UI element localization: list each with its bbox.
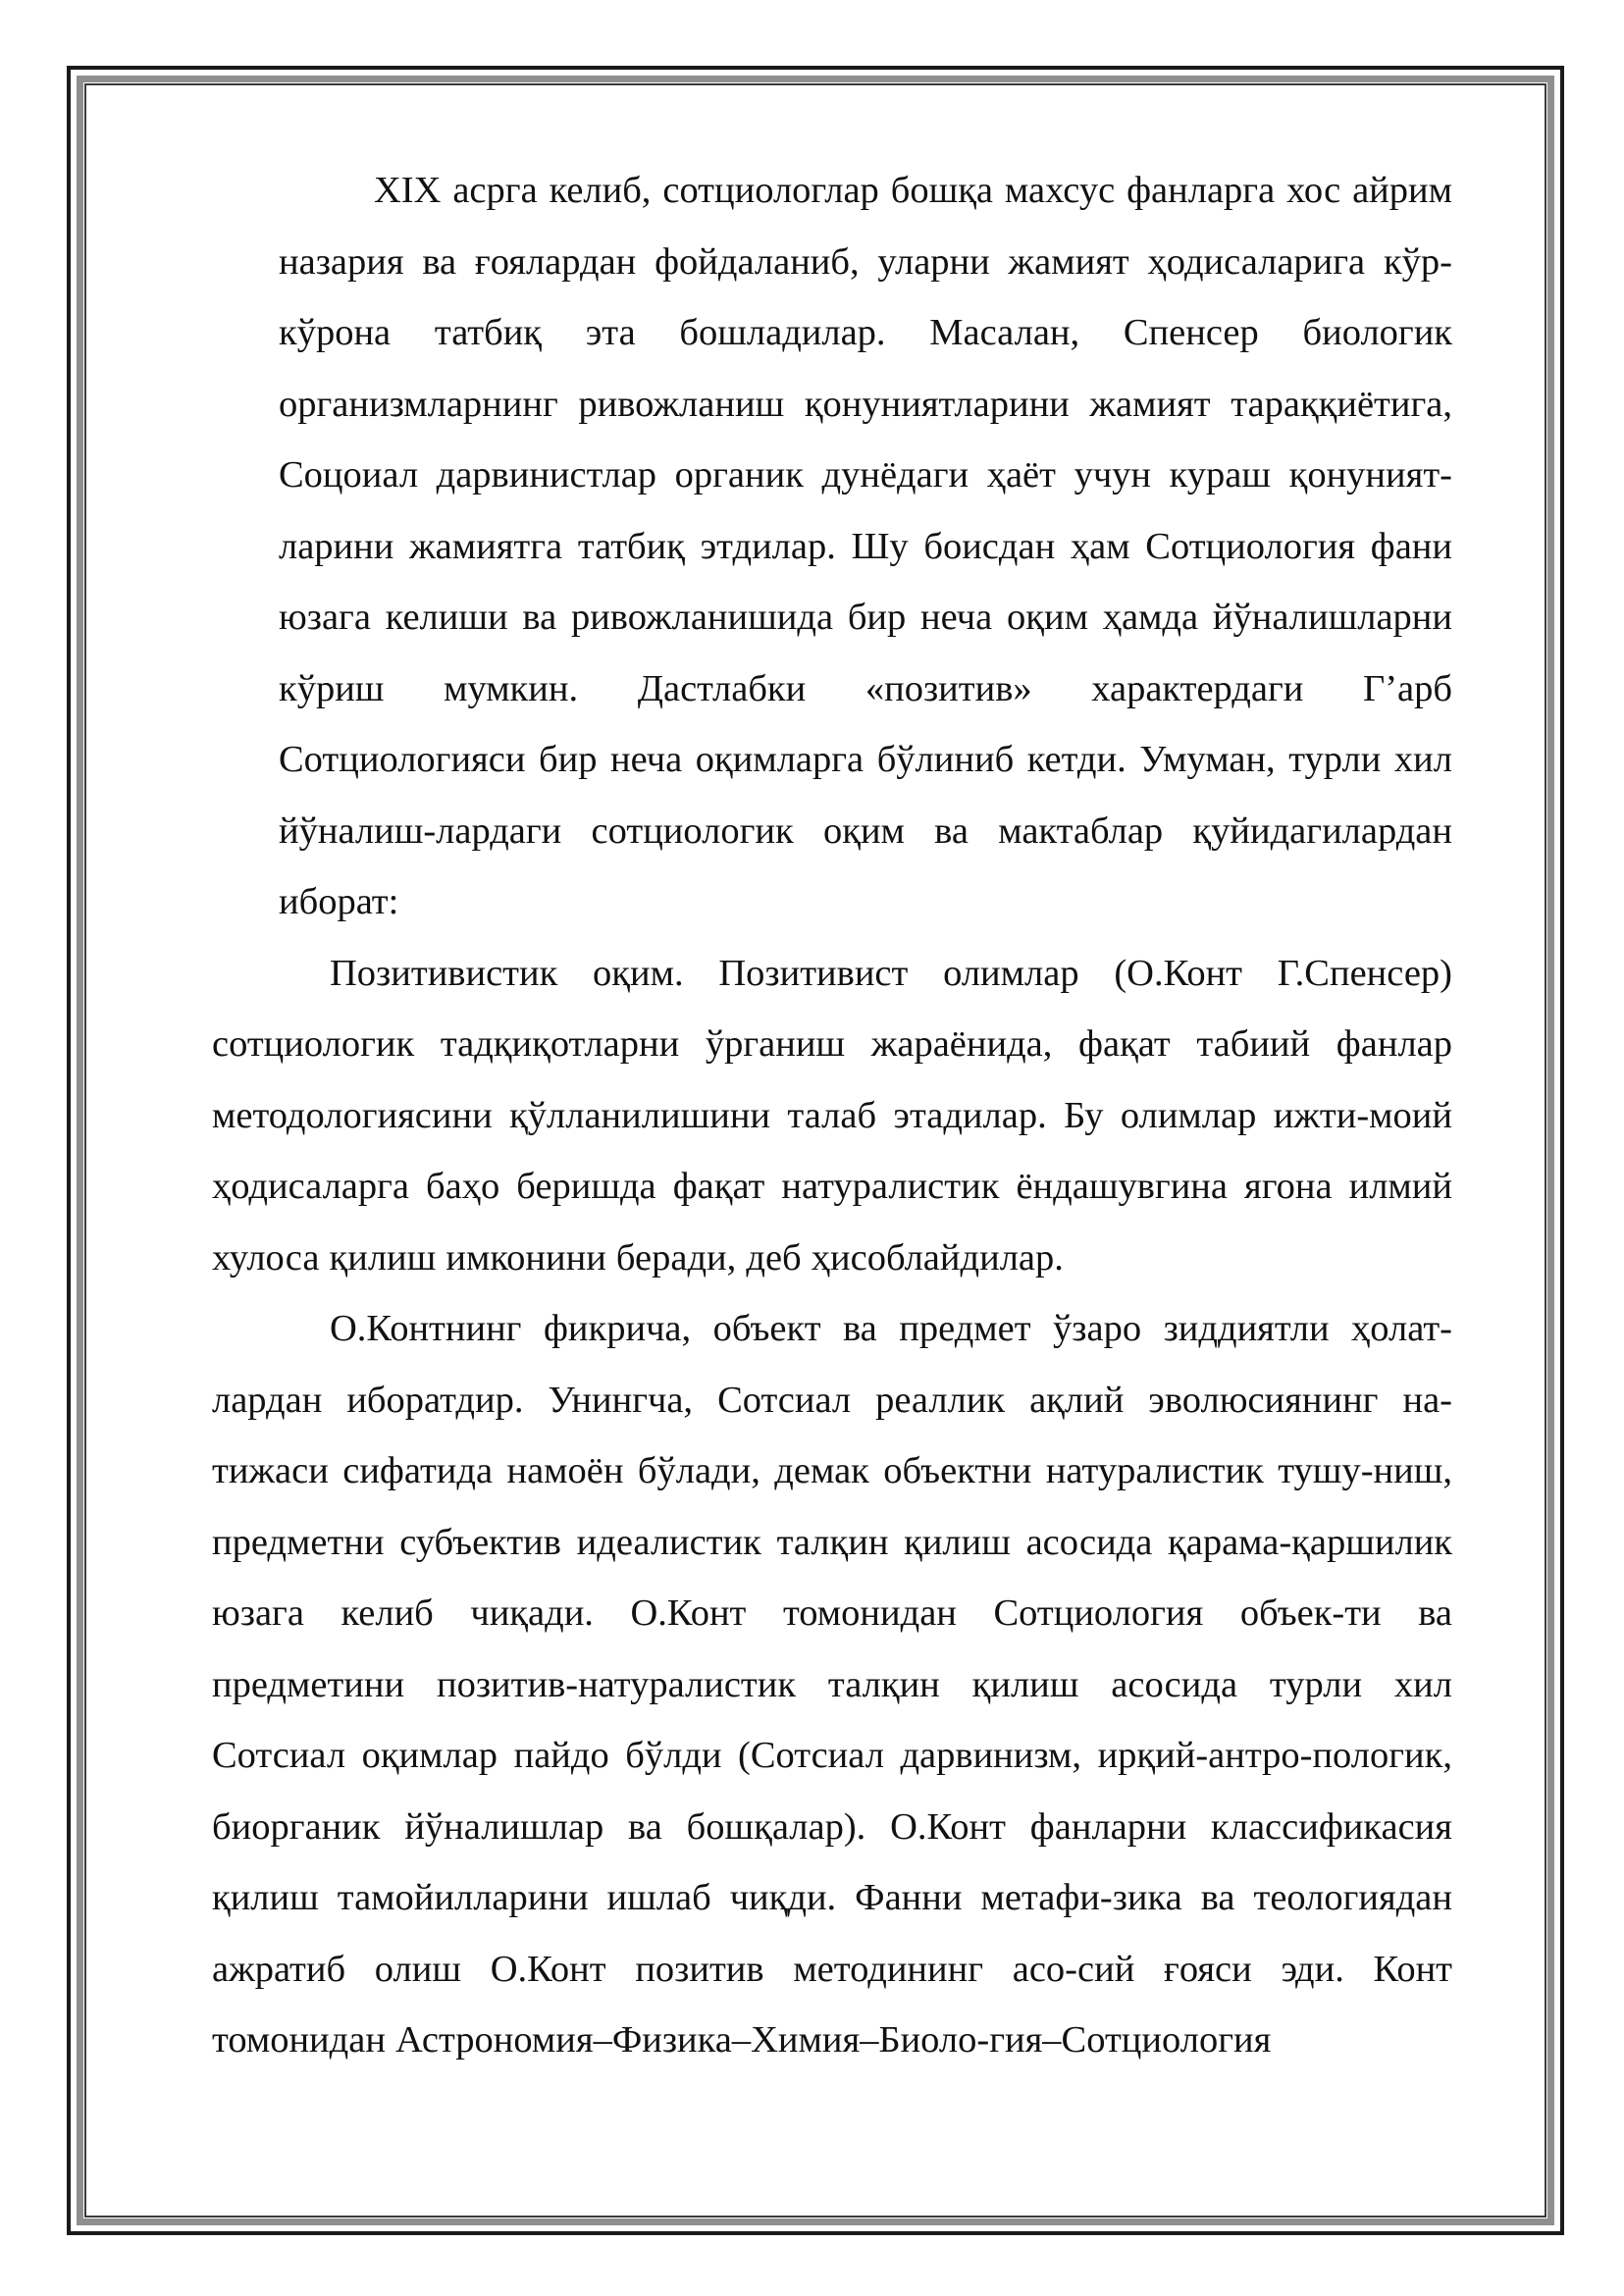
paragraph-positivism: Позитивистик оқим. Позитивист олимлар (О.Конт Г.Спенсер) сотциологик тадқиқотларни ўрганиш жараёнида, фақат табиий фанлар методологиясини қўлланилишини талаб этадилар. Бу олимлар ижти-моий ҳодисаларга баҳо беришда фақат натуралистик ёндашувгина ягона илмий хулоса қилиш имконини беради, деб ҳисоблайдилар. [212,952,1452,1278]
document-body [212,155,1452,2076]
paragraph-comte: О.Контнинг фикрича, объект ва предмет ўзаро зиддиятли ҳолат-лардан иборатдир. Унингча, Сотсиал реаллик ақлий эволюсиянинг на-тижаси сифатида намоён бўлади, демак объектни натуралистик тушу-ниш, предметни субъектив идеалистик талқин қилиш асосида қарама-қаршилик юзага келиб чиқади. О.Конт томонидан Сотциология объек-ти ва предметини позитив-натуралистик талқин қилиш асосида турли хил Сотсиал оқимлар пайдо бўлди (Сотсиал дарвинизм, ирқий-антро-пологик, биорганик йўналишлар ва бошқалар). О.Конт фанларни классификасия қилиш тамойилларини ишлаб чиқди. Фанни метафи-зика ва теологиядан ажратиб олиш О.Конт позитив методининг асо-сий ғояси эди. Конт томонидан Астрономия–Физика–Химия–Биоло-гия–Сотциология [212,1308,1452,2061]
paragraph-intro: XIX асрга келиб, сотциологлар бошқа махсус фанларга хос айрим назария ва ғоялардан фойдаланиб, уларни жамият ҳодисаларига кўр-кўрона татбиқ эта бошладилар. Масалан, Спенсер биологик организмларнинг ривожланиш қонуниятларини жамият тараққиётига, Соцоиал дарвинистлар органик дунёдаги ҳаёт учун кураш қонуният-ларини жамиятга татбиқ этдилар. Шу боисдан ҳам Сотциология фани юзага келиши ва ривожланишида бир неча оқим ҳамда йўналишларни кўриш мумкин. Дастлабки «позитив» характердаги Г’арб Сотциологияси бир неча оқимларга бўлиниб кетди. Умуман, турли хил йўналиш-лардаги сотциологик оқим ва мактаблар қуйидагилардан иборат: [279,170,1452,922]
